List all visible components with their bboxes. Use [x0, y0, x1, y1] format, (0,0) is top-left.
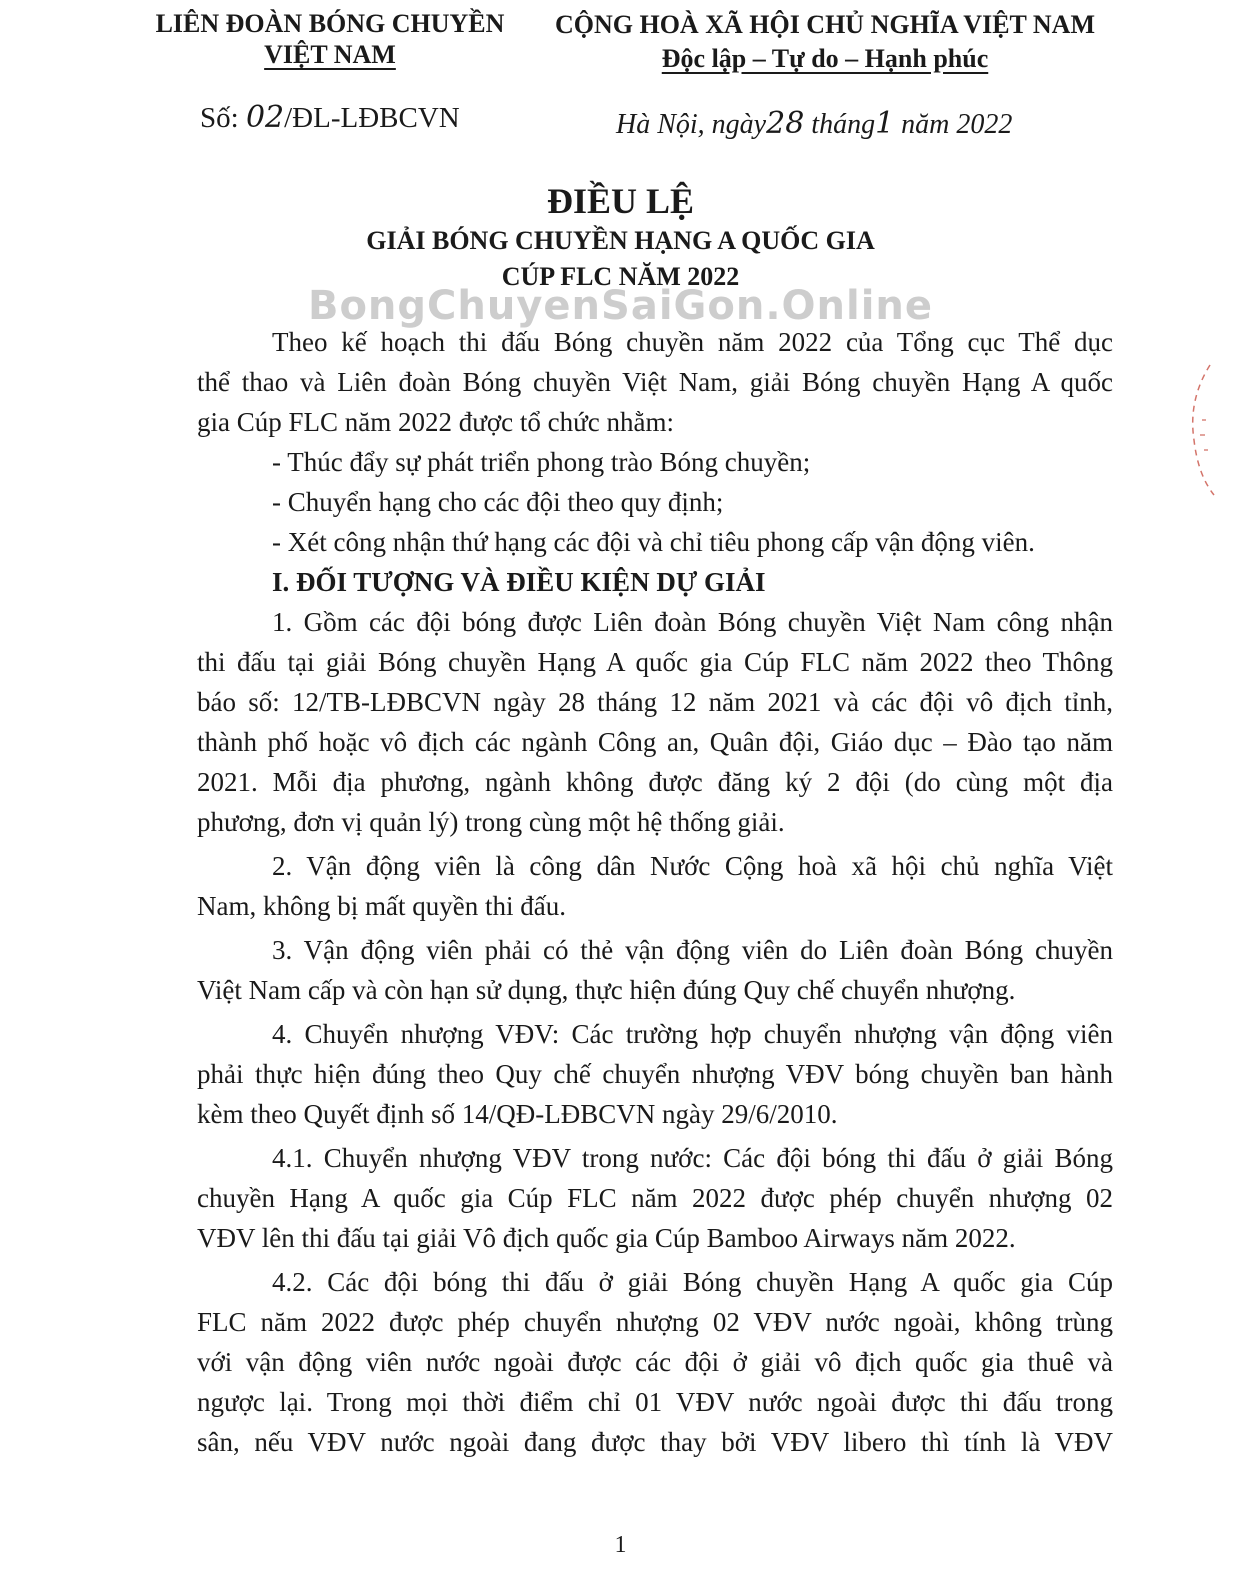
text-line: phương, đơn vị quản lý) trong cùng một hệ thống giải. — [197, 807, 785, 837]
clause-4-1 — [197, 1138, 1113, 1258]
text-line: 4. Chuyển nhượng VĐV: Các trường hợp chuyển nhượng vận động viên — [272, 1019, 1113, 1049]
text-line: 4.1. Chuyển nhượng VĐV trong nước: Các đội bóng thi đấu ở giải Bóng — [272, 1143, 1113, 1173]
text-line: ngược lại. Trong mọi thời điểm chỉ 01 VĐV nước ngoài được thi đấu trong — [197, 1387, 1113, 1417]
text-line: sân, nếu VĐV nước ngoài đang được thay bởi VĐV libero thì tính là VĐV — [197, 1427, 1113, 1457]
org-name-line1: LIÊN ĐOÀN BÓNG CHUYỀN — [155, 9, 505, 38]
place-and-date: Hà Nội, ngày28 tháng1 năm 2022 — [616, 106, 1013, 141]
document-subtitle-cup: CÚP FLC NĂM 2022 — [501, 262, 740, 291]
intro-paragraph — [197, 322, 1113, 442]
handwritten-month: 1 — [875, 106, 895, 141]
text-line: với vận động viên nước ngoài được các đội ở giải vô địch quốc gia thuê và — [197, 1347, 1113, 1377]
clause-1 — [197, 602, 1113, 842]
text-line: gia Cúp FLC năm 2022 được tổ chức nhằm: — [197, 407, 674, 437]
seal-edge-mark — [1180, 360, 1220, 500]
text-line: kèm theo Quyết định số 14/QĐ-LĐBCVN ngày 29/6/2010. — [197, 1099, 838, 1129]
text-line: VĐV lên thi đấu tại giải Vô địch quốc gia Cúp Bamboo Airways năm 2022. — [197, 1223, 1016, 1253]
national-heading — [530, 8, 1120, 76]
list-item: - Xét công nhận thứ hạng các đội và chỉ tiêu phong cấp vận động viên. — [272, 527, 1035, 557]
list-item: - Chuyển hạng cho các đội theo quy định; — [272, 487, 724, 517]
text-line: Theo kế hoạch thi đấu Bóng chuyền năm 2022 của Tổng cục Thể dục — [272, 327, 1113, 357]
page-number: 1 — [614, 1532, 627, 1558]
document-title: ĐIỀU LỆ — [546, 181, 695, 221]
watermark: BongChuyenSaiGon.Online — [307, 283, 934, 329]
text-line: thể thao và Liên đoàn Bóng chuyền Việt Nam, giải Bóng chuyền Hạng A quốc — [197, 367, 1113, 397]
text-line: 3. Vận động viên phải có thẻ vận động viên do Liên đoàn Bóng chuyền — [272, 935, 1113, 965]
section-heading: I. ĐỐI TƯỢNG VÀ ĐIỀU KIỆN DỰ GIẢI — [272, 567, 766, 597]
handwritten-day: 28 — [766, 106, 805, 141]
text-line: 1. Gồm các đội bóng được Liên đoàn Bóng chuyền Việt Nam công nhận — [272, 607, 1113, 637]
text-line: thành phố hoặc vô địch các ngành Công an, Quân đội, Giáo dục – Đào tạo năm — [197, 727, 1113, 757]
issuing-organization — [130, 8, 530, 70]
org-name-line2: VIỆT NAM — [264, 40, 396, 69]
clause-2 — [197, 846, 1113, 926]
text-line: chuyền Hạng A quốc gia Cúp FLC năm 2022 được phép chuyển nhượng 02 — [197, 1183, 1113, 1213]
text-line: báo số: 12/TB-LĐBCVN ngày 28 tháng 12 năm 2021 và các đội vô địch tỉnh, — [197, 687, 1113, 717]
handwritten-number: 02 — [245, 100, 285, 135]
document-subtitle: GIẢI BÓNG CHUYỀN HẠNG A QUỐC GIA — [366, 226, 875, 255]
text-line: Việt Nam cấp và còn hạn sử dụng, thực hiện đúng Quy chế chuyển nhượng. — [197, 975, 1016, 1005]
clause-3 — [197, 930, 1113, 1010]
text-line: 2. Vận động viên là công dân Nước Cộng hoà xã hội chủ nghĩa Việt — [272, 851, 1113, 881]
clause-4-2 — [197, 1262, 1113, 1462]
text-line: 4.2. Các đội bóng thi đấu ở giải Bóng chuyền Hạng A quốc gia Cúp — [272, 1267, 1113, 1297]
text-line: phải thực hiện đúng theo Quy chế chuyển nhượng VĐV bóng chuyền ban hành — [197, 1059, 1113, 1089]
text-line: FLC năm 2022 được phép chuyển nhượng 02 VĐV nước ngoài, không trùng — [197, 1307, 1113, 1337]
purpose-list — [197, 442, 1113, 562]
text-line: thi đấu tại giải Bóng chuyền Hạng A quốc gia Cúp FLC năm 2022 theo Thông — [197, 647, 1113, 677]
national-motto: Độc lập – Tự do – Hạnh phúc — [661, 44, 989, 73]
clause-4 — [197, 1014, 1113, 1134]
nation-name: CỘNG HOÀ XÃ HỘI CHỦ NGHĨA VIỆT NAM — [554, 10, 1096, 39]
text-line: 2021. Mỗi địa phương, ngành không được đăng ký 2 đội (do cùng một địa — [197, 767, 1113, 797]
document-reference-number: Số: 02/ĐL-LĐBCVN — [200, 100, 460, 135]
text-line: Nam, không bị mất quyền thi đấu. — [197, 891, 566, 921]
list-item: - Thúc đẩy sự phát triển phong trào Bóng chuyền; — [272, 447, 811, 477]
document-body — [197, 322, 1113, 1462]
